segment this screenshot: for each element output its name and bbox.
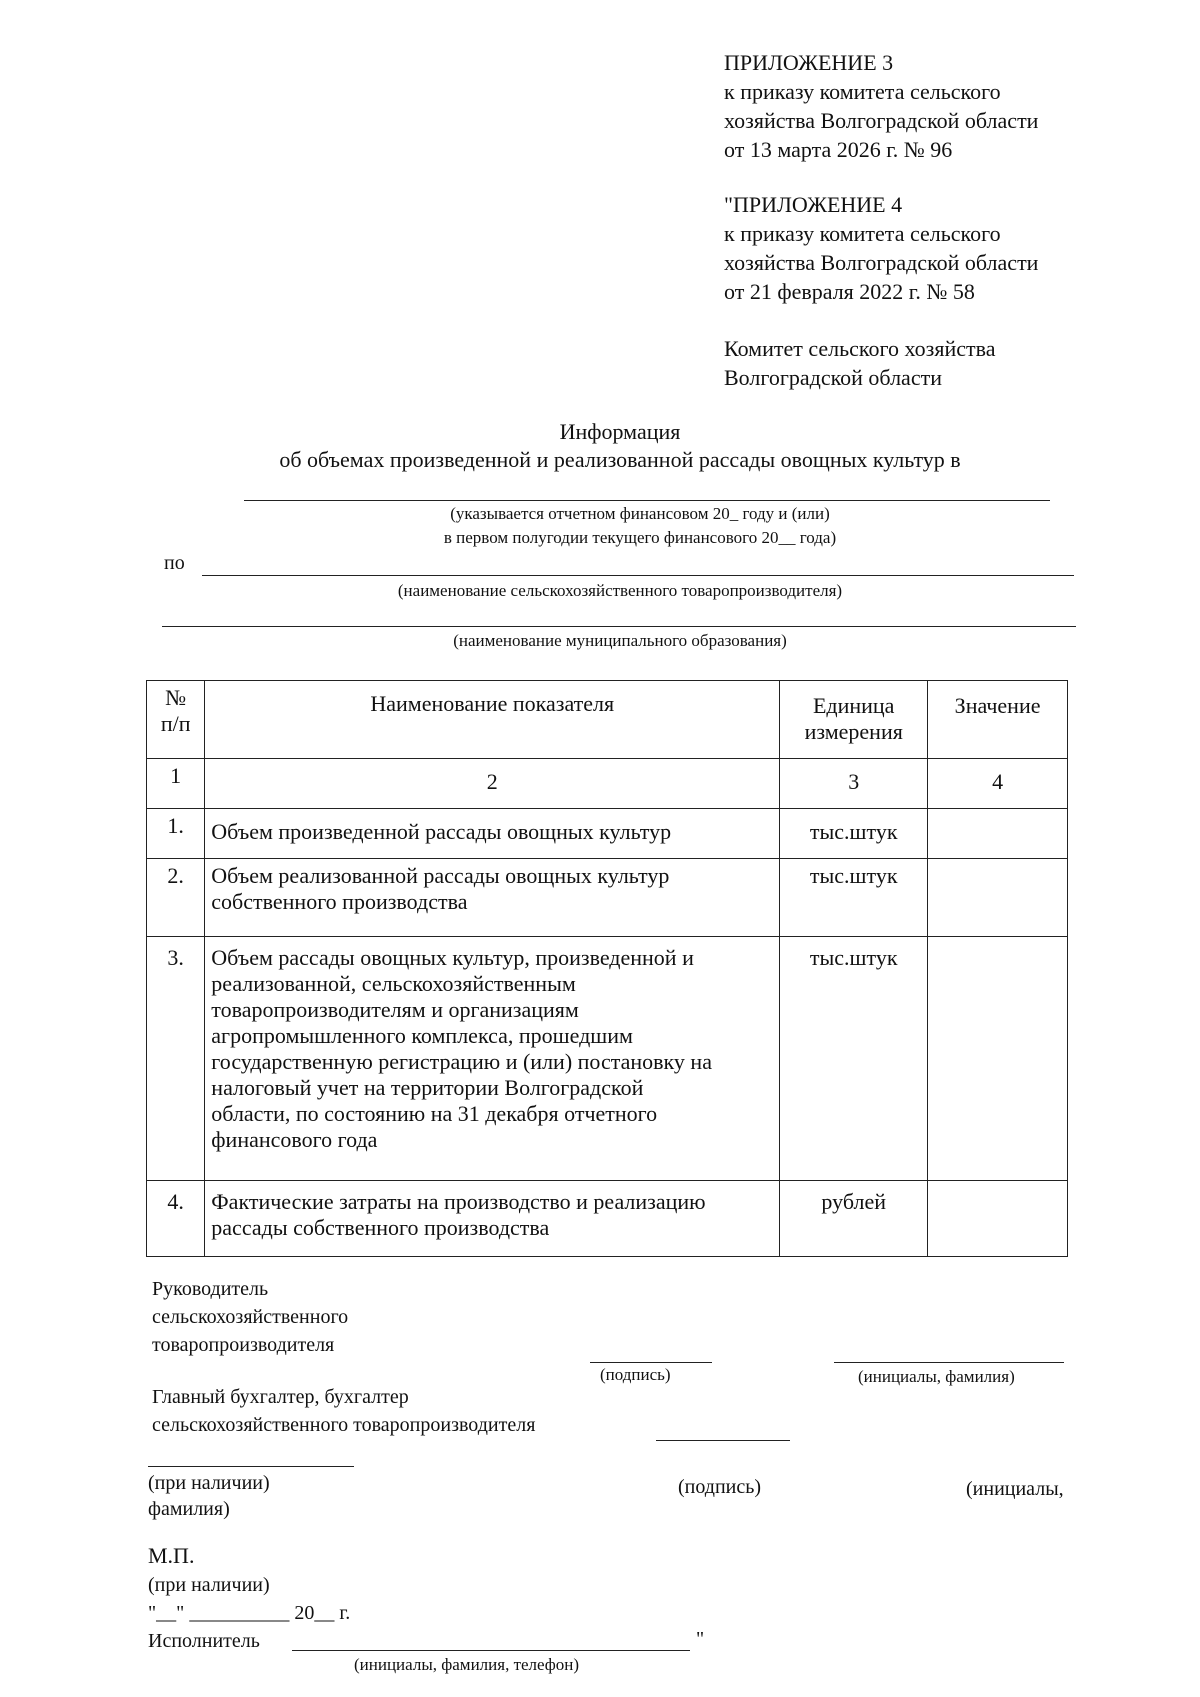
row-unit: тыс.штук xyxy=(780,859,928,937)
head-title-3: товаропроизводителя xyxy=(152,1334,335,1356)
addressee-line-2: Волгоградской области xyxy=(724,365,942,390)
row-value[interactable] xyxy=(928,809,1068,859)
header-num: № п/п xyxy=(147,681,205,759)
accountant-title-2: сельскохозяйственного товаропроизводителя xyxy=(152,1414,536,1436)
head-title-2: сельскохозяйственного xyxy=(152,1306,349,1328)
table-header-row xyxy=(147,681,1068,759)
appendix-3-line-2: хозяйства Волгоградской области xyxy=(724,108,1039,133)
table-row xyxy=(147,1181,1068,1257)
header-unit: Единица измерения xyxy=(780,681,928,759)
head-initials-caption: (инициалы, фамилия) xyxy=(858,1367,1015,1386)
executor-closing-quote: " xyxy=(696,1628,705,1650)
period-note-1: (указывается отчетном финансовом 20_ году и (или) xyxy=(450,504,830,523)
index-cell-3: 3 xyxy=(780,759,928,809)
producer-fill-line xyxy=(202,575,1074,576)
head-signature-line[interactable] xyxy=(590,1362,712,1363)
accountant-initials-caption: (инициалы, xyxy=(966,1478,1064,1500)
accountant-signature-caption: (подпись) xyxy=(678,1476,762,1498)
stamp-label: М.П. xyxy=(148,1543,195,1568)
row-unit: тыс.штук xyxy=(780,937,928,1181)
appendix-3-block xyxy=(724,48,1164,164)
accountant-initials-line[interactable] xyxy=(148,1466,354,1467)
table-index-row xyxy=(147,759,1068,809)
appendix-3-line-1: к приказу комитета сельского xyxy=(724,79,1001,104)
date-line[interactable]: "__" __________ 20__ г. xyxy=(148,1602,351,1624)
accountant-if-present: (при наличии) xyxy=(148,1472,270,1494)
executor-fill-line[interactable] xyxy=(292,1650,690,1651)
stamp-if-present: (при наличии) xyxy=(148,1574,270,1596)
index-cell-4: 4 xyxy=(928,759,1068,809)
row-name: Объем произведенной рассады овощных культур xyxy=(205,809,780,859)
appendix-4-line-2: хозяйства Волгоградской области xyxy=(724,250,1039,275)
header-value: Значение xyxy=(928,681,1068,759)
table-row xyxy=(147,859,1068,937)
appendix-4-title: "ПРИЛОЖЕНИЕ 4 xyxy=(724,192,903,217)
row-value[interactable] xyxy=(928,1181,1068,1257)
head-title-1: Руководитель xyxy=(152,1278,269,1300)
document-subtitle: об объемах произведенной и реализованной рассады овощных культур в xyxy=(279,447,961,472)
period-fill-line xyxy=(244,500,1050,501)
accountant-signature-line[interactable] xyxy=(656,1440,790,1441)
addressee-line-1: Комитет сельского хозяйства xyxy=(724,336,996,361)
appendix-3-line-3: от 13 марта 2026 г. № 96 xyxy=(724,137,953,162)
accountant-title-1: Главный бухгалтер, бухгалтер xyxy=(152,1386,409,1408)
row-unit: тыс.штук xyxy=(780,809,928,859)
accountant-surname-caption: фамилия) xyxy=(148,1498,230,1520)
po-label: по xyxy=(164,552,185,574)
period-note-2: в первом полугодии текущего финансового 20__ года) xyxy=(443,528,837,547)
appendix-4-line-1: к приказу комитета сельского xyxy=(724,221,1001,246)
row-name: Объем реализованной рассады овощных культур собственного производства xyxy=(205,859,780,937)
row-num: 2. xyxy=(147,859,205,937)
row-unit: рублей xyxy=(780,1181,928,1257)
header-name: Наименование показателя xyxy=(205,681,780,759)
document-title: Информация xyxy=(559,419,681,444)
row-value[interactable] xyxy=(928,859,1068,937)
row-num: 1. xyxy=(147,809,205,859)
head-initials-line[interactable] xyxy=(834,1362,1064,1363)
appendix-4-line-3: от 21 февраля 2022 г. № 58 xyxy=(724,279,975,304)
municipality-caption: (наименование муниципального образования) xyxy=(453,631,787,650)
head-signature-caption: (подпись) xyxy=(600,1365,671,1384)
row-name: Фактические затраты на производство и реализацию рассады собственного производства xyxy=(205,1181,780,1257)
indicators-table xyxy=(146,680,1068,1257)
appendix-3-title: ПРИЛОЖЕНИЕ 3 xyxy=(724,50,894,75)
row-name: Объем рассады овощных культур, произведенной и реализованной, сельскохозяйственным товаропроизводителям и организациям агропромышленного комплекса, прошедшим государственную регистрацию и (или) постановку на налоговый учет на территории Волгоградской области, по состоянию на 31 декабря отчетного финансового года xyxy=(205,937,780,1181)
table-row xyxy=(147,937,1068,1181)
row-num: 4. xyxy=(147,1181,205,1257)
index-cell-2: 2 xyxy=(205,759,780,809)
table-row xyxy=(147,809,1068,859)
municipality-fill-line xyxy=(162,626,1076,627)
row-num: 3. xyxy=(147,937,205,1181)
executor-label: Исполнитель xyxy=(148,1630,260,1652)
executor-caption: (инициалы, фамилия, телефон) xyxy=(354,1655,580,1674)
appendix-4-block xyxy=(724,190,1164,306)
producer-caption: (наименование сельскохозяйственного товаропроизводителя) xyxy=(397,581,843,600)
index-cell-1: 1 xyxy=(147,759,205,809)
addressee-block xyxy=(724,334,1164,392)
row-value[interactable] xyxy=(928,937,1068,1181)
